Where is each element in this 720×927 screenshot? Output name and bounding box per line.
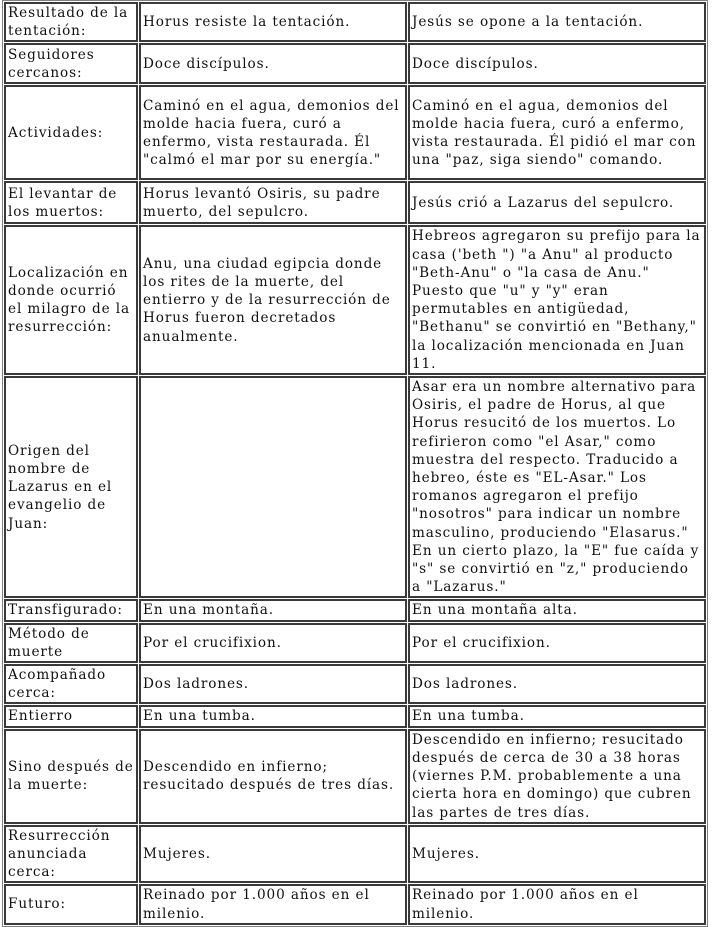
horus-cell: Dos ladrones.: [139, 664, 407, 704]
row-label: Acompañado cerca:: [4, 664, 138, 704]
horus-cell: Horus resiste la tentación.: [139, 2, 407, 42]
horus-cell: Descendido en infierno; resucitado después de tres días.: [139, 729, 407, 824]
horus-cell: Doce discípulos.: [139, 43, 407, 84]
table-row: [4, 623, 706, 663]
row-label: Actividades:: [4, 85, 138, 180]
jesus-cell: En una montaña alta.: [408, 599, 706, 621]
row-label: Origen del nombre de Lazarus en el evangelio de Juan:: [4, 376, 138, 598]
horus-cell: En una montaña.: [139, 599, 407, 621]
row-label: Localización en donde ocurrió el milagro de la resurrección:: [4, 225, 138, 375]
horus-cell: Caminó en el agua, demonios del molde hacia fuera, curó a enfermo, vista restaurada. Él "calmó el mar por su energía.": [139, 85, 407, 180]
jesus-cell: Dos ladrones.: [408, 664, 706, 704]
horus-cell: Horus levantó Osiris, su padre muerto, del sepulcro.: [139, 181, 407, 224]
jesus-cell: Por el crucifixion.: [408, 623, 706, 663]
table-row: [4, 181, 706, 224]
jesus-cell: Caminó en el agua, demonios del molde hacia fuera, curó a enfermo, vista restaurada. Él pidió el mar con una "paz, siga siendo" comando.: [408, 85, 706, 180]
jesus-cell: Hebreos agregaron su prefijo para la casa ('beth ") "a Anu" al producto "Beth-Anu" o "la casa de Anu." Puesto que "u" y "y" eran permutables en antigüedad, "Bethanu" se convirtió en "Bethany," la localización mencionada en Juan 11.: [408, 225, 706, 375]
table-row: [4, 225, 706, 375]
horus-cell: En una tumba.: [139, 705, 407, 727]
table-row: [4, 729, 706, 824]
row-label: Sino después de la muerte:: [4, 729, 138, 824]
jesus-cell: Jesús crió a Lazarus del sepulcro.: [408, 181, 706, 224]
row-label: Método de muerte: [4, 623, 138, 663]
row-label: Futuro:: [4, 884, 138, 924]
table-row: [4, 43, 706, 84]
jesus-cell: Jesús se opone a la tentación.: [408, 2, 706, 42]
row-label: Seguidores cercanos:: [4, 43, 138, 84]
table-row: [4, 664, 706, 704]
horus-cell: Por el crucifixion.: [139, 623, 407, 663]
row-label: Transfigurado:: [4, 599, 138, 621]
table-row: [4, 705, 706, 727]
row-label: El levantar de los muertos:: [4, 181, 138, 224]
horus-cell: Reinado por 1.000 años en el milenio.: [139, 884, 407, 924]
horus-cell: Anu, una ciudad egipcia donde los rites de la muerte, del entierro y de la resurrección de Horus fueron decretados anualmente.: [139, 225, 407, 375]
table-row: [4, 825, 706, 884]
row-label: Resultado de la tentación:: [4, 2, 138, 42]
row-label: Resurrección anunciada cerca:: [4, 825, 138, 884]
jesus-cell: Reinado por 1.000 años en el milenio.: [408, 884, 706, 924]
jesus-cell: Doce discípulos.: [408, 43, 706, 84]
table-row: [4, 85, 706, 180]
comparison-table: [2, 0, 708, 927]
row-label: Entierro: [4, 705, 138, 727]
jesus-cell: En una tumba.: [408, 705, 706, 727]
table-row: [4, 2, 706, 42]
table-row: [4, 884, 706, 924]
table-row: [4, 376, 706, 598]
jesus-cell: Descendido en infierno; resucitado después de cerca de 30 a 38 horas (viernes P.M. probablemente a una cierta hora en domingo) que cubren las partes de tres días.: [408, 729, 706, 824]
jesus-cell: Asar era un nombre alternativo para Osiris, el padre de Horus, al que Horus resucitó de los muertos. Lo refirieron como "el Asar," como muestra del respecto. Traducido a hebreo, éste es "EL-Asar." Los romanos agregaron el prefijo "nosotros" para indicar un nombre masculino, produciendo "Elasarus." En un cierto plazo, la "E" fue caída y "s" se convirtió en "z," produciendo a "Lazarus.": [408, 376, 706, 598]
horus-cell: Mujeres.: [139, 825, 407, 884]
horus-cell: [139, 376, 407, 598]
jesus-cell: Mujeres.: [408, 825, 706, 884]
table-row: [4, 599, 706, 621]
